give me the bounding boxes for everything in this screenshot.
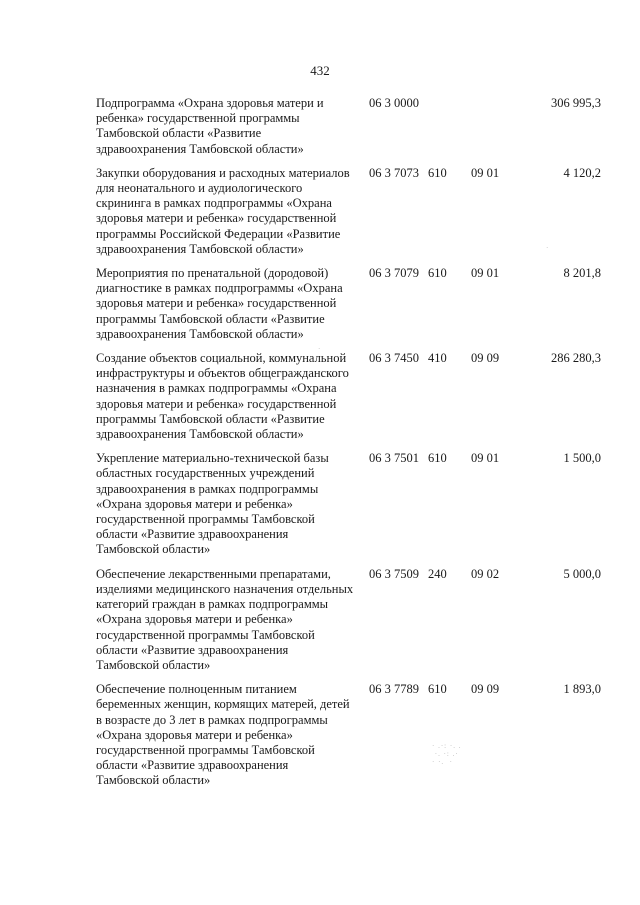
- row-amount: 8 201,8: [563, 266, 601, 281]
- row-name: Обеспечение лекарственными препаратами, изделиями медицинского назначения отдельных категорий граждан в рамках подпрограммы «Охрана здоровья матери и ребенка» государственной программы Тамбовской области «Развитие здравоохранения Тамбовской области»: [96, 566, 354, 672]
- row-code: 06 3 0000: [369, 96, 419, 110]
- table-row: [96, 96, 601, 157]
- row-rz: 09 01: [471, 451, 500, 466]
- scan-artifact: ·: [318, 345, 322, 353]
- row-vr: 240: [428, 566, 447, 581]
- table-row: [96, 351, 601, 442]
- row-name: Мероприятия по пренатальной (дородовой) диагностике в рамках подпрограммы «Охрана здоровья матери и ребенка» государственной программы Тамбовской области «Развитие здравоохранения Тамбовской области»: [96, 266, 343, 341]
- row-rz: 09 01: [471, 165, 500, 180]
- row-vr: 610: [428, 266, 447, 281]
- row-amount: 306 995,3: [551, 96, 601, 110]
- row-rz: 09 09: [471, 682, 500, 697]
- row-amount: 4 120,2: [563, 165, 601, 180]
- scan-artifact: ·: [546, 244, 550, 252]
- row-name: Подпрограмма «Охрана здоровья матери и ребенка» государственной программы Тамбовской области «Развитие здравоохранения Тамбовской области»: [96, 96, 324, 156]
- row-amount: 1 893,0: [563, 682, 601, 697]
- row-amount: 286 280,3: [551, 351, 601, 366]
- row-rz: 09 02: [471, 566, 500, 581]
- row-vr: 610: [428, 451, 447, 466]
- row-name: Обеспечение полноценным питанием беременных женщин, кормящих матерей, детей в возрасте до 3 лет в рамках подпрограммы «Охрана здоровья матери и ребенка» государственной программы Тамбовской области «Развитие здравоохранения Тамбовской области»: [96, 682, 350, 788]
- row-code: 06 3 7073: [369, 165, 419, 180]
- row-code: 06 3 7501: [369, 451, 419, 466]
- row-vr: 610: [428, 682, 447, 697]
- scan-artifact: · .·: ·. . ·. ·: .· · ·. ·: [432, 742, 462, 766]
- row-rz: 09 01: [471, 266, 500, 281]
- row-code: 06 3 7509: [369, 566, 419, 581]
- row-amount: 5 000,0: [563, 566, 601, 581]
- budget-table: [96, 96, 601, 798]
- table-row: [96, 166, 601, 257]
- page-number: 432: [310, 63, 330, 78]
- row-name: Закупки оборудования и расходных материалов для неонатального и аудиологического скрининга в рамках подпрограммы «Охрана здоровья матери и ребенка» государственной программы Российской Федерации «Развитие здравоохранения Тамбовской области»: [96, 165, 350, 256]
- row-code: 06 3 7789: [369, 682, 419, 697]
- row-vr: 410: [428, 351, 447, 366]
- row-code: 06 3 7079: [369, 266, 419, 281]
- row-vr: 610: [428, 165, 447, 180]
- table-row: [96, 682, 601, 788]
- table-row: [96, 266, 601, 342]
- row-rz: 09 09: [471, 351, 500, 366]
- row-name: Укрепление материально-технической базы областных государственных учреждений здравоохранения в рамках подпрограммы «Охрана здоровья матери и ребенка» государственной программы Тамбовской области «Развитие здравоохранения Тамбовской области»: [96, 451, 329, 557]
- row-amount: 1 500,0: [563, 451, 601, 466]
- row-name: Создание объектов социальной, коммунальной инфраструктуры и объектов общегражданского назначения в рамках подпрограммы «Охрана здоровья матери и ребенка» государственной программы Тамбовской области «Развитие здравоохранения Тамбовской области»: [96, 351, 349, 442]
- row-code: 06 3 7450: [369, 351, 419, 366]
- table-row: [96, 451, 601, 557]
- table-row: [96, 567, 601, 673]
